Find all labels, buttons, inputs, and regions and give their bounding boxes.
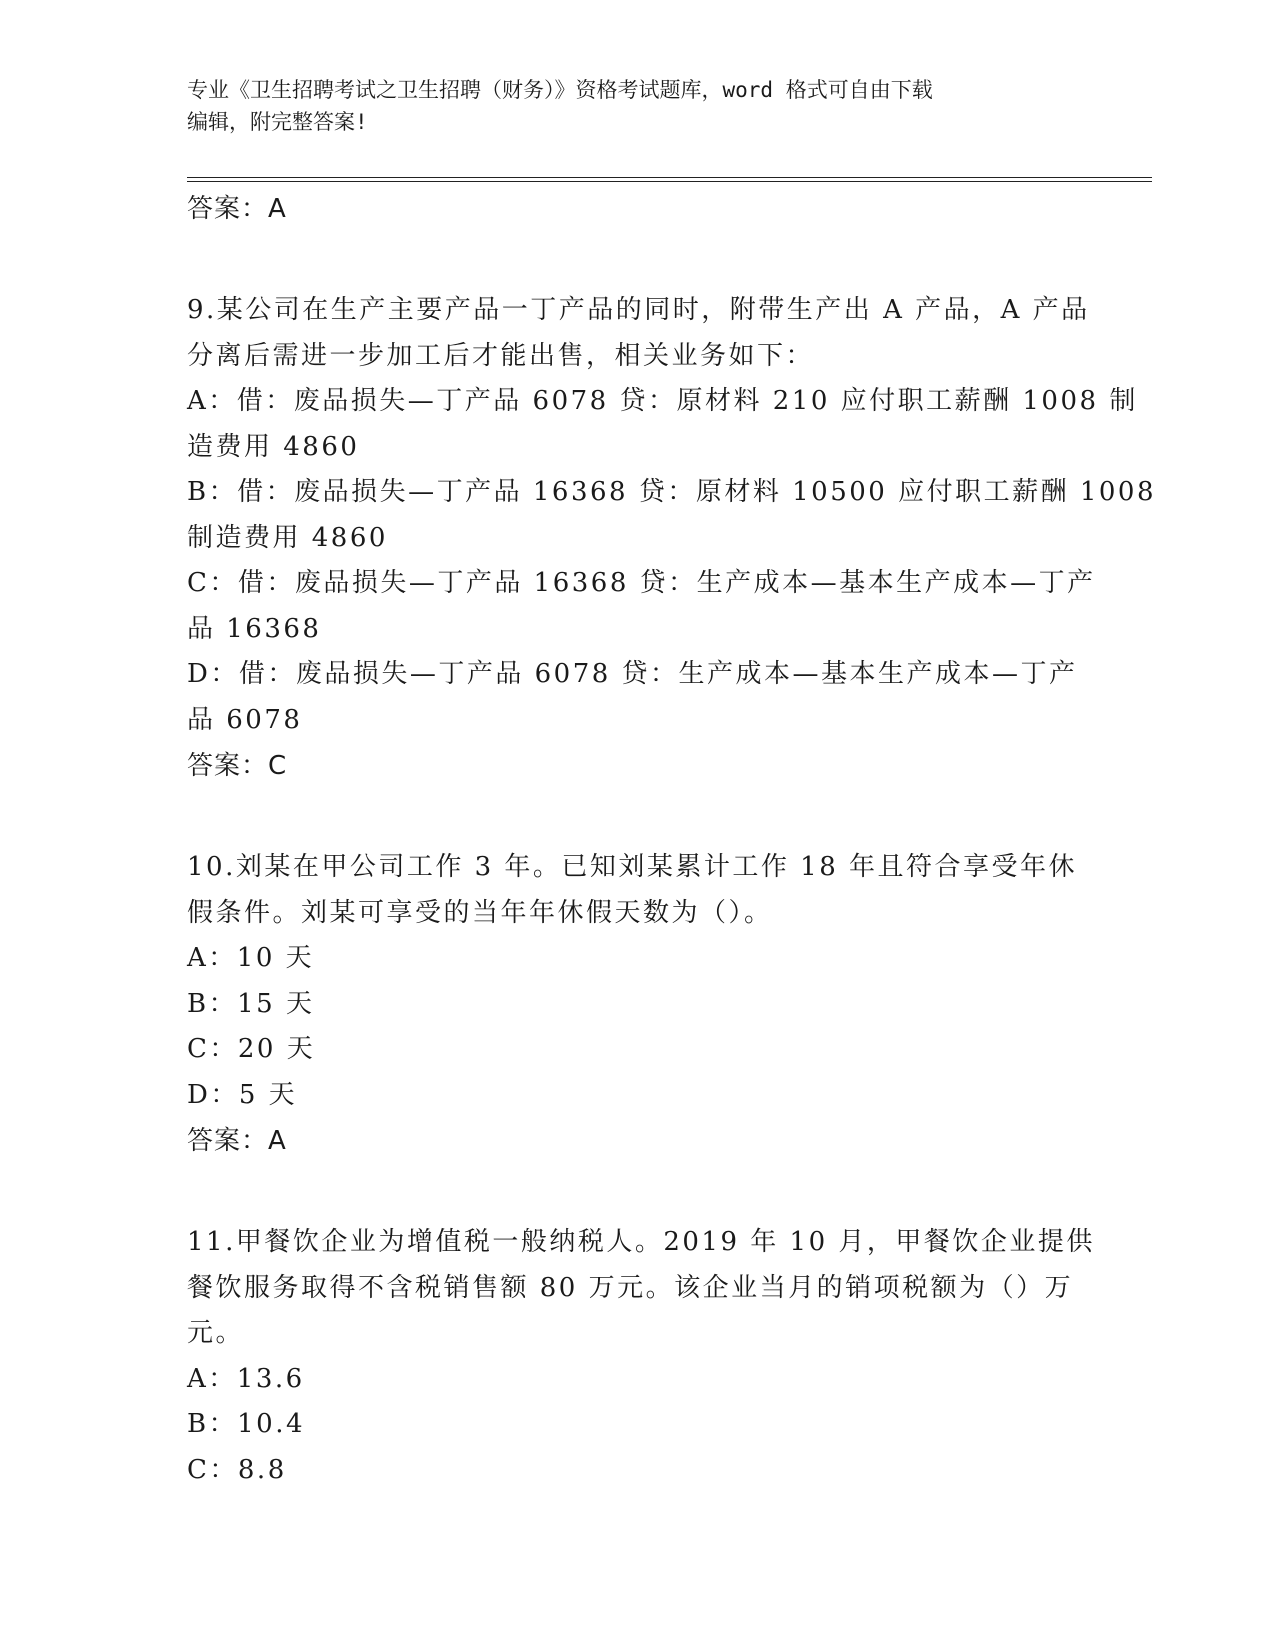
header-line-1: 专业《卫生招聘考试之卫生招聘（财务）》资格考试题库，word 格式可自由下载 <box>187 78 933 102</box>
question-11 <box>187 1220 1095 1493</box>
option-d: D：借：废品损失—丁产品 6078 贷：生产成本—基本生产成本—丁产 <box>187 659 1078 689</box>
answer-line: 答案：A <box>187 194 287 224</box>
question-text: 餐饮服务取得不含税销售额 80 万元。该企业当月的销项税额为（）万 <box>187 1272 1074 1303</box>
option-b: B：15 天 <box>187 988 315 1019</box>
option-c: C：借：废品损失—丁产品 16368 贷：生产成本—基本生产成本—丁产 <box>187 568 1096 598</box>
question-text: 10.刘某在甲公司工作 3 年。已知刘某累计工作 18 年且符合享受年休 <box>187 852 1078 882</box>
question-text: 9.某公司在生产主要产品一丁产品的同时，附带生产出 A 产品，A 产品 <box>187 295 1090 325</box>
option-d-continued: 品 6078 <box>187 704 303 735</box>
question-text: 假条件。刘某可享受的当年年休假天数为（）。 <box>187 897 773 928</box>
page-header <box>187 74 1087 138</box>
question-list <box>187 186 1157 1493</box>
option-b: B：借：废品损失—丁产品 16368 贷：原材料 10500 应付职工薪酬 1008 <box>187 477 1157 507</box>
option-c-continued: 品 16368 <box>187 613 322 644</box>
option-b-continued: 制造费用 4860 <box>187 522 388 553</box>
answer-line: 答案：C <box>187 751 288 781</box>
answer-line: 答案：A <box>187 1126 287 1156</box>
question-text: 元。 <box>187 1318 245 1348</box>
option-a: A：10 天 <box>187 943 315 973</box>
option-c: C：8.8 <box>187 1454 287 1485</box>
header-line-2: 编辑，附完整答案! <box>187 110 368 134</box>
question-text: 分离后需进一步加工后才能出售，相关业务如下： <box>187 340 815 371</box>
option-d: D：5 天 <box>187 1079 298 1110</box>
option-c: C：20 天 <box>187 1034 316 1064</box>
header-divider-secondary <box>187 181 1152 182</box>
question-10 <box>187 845 1087 1164</box>
option-a-continued: 造费用 4860 <box>187 431 360 462</box>
question-9 <box>187 288 1157 789</box>
question-text: 11.甲餐饮企业为增值税一般纳税人。2019 年 10 月，甲餐饮企业提供 <box>187 1227 1095 1257</box>
option-b: B：10.4 <box>187 1409 305 1439</box>
option-a: A：借：废品损失—丁产品 6078 贷：原材料 210 应付职工薪酬 1008 制 <box>187 386 1138 416</box>
option-a: A：13.6 <box>187 1363 305 1394</box>
header-divider <box>187 177 1152 178</box>
